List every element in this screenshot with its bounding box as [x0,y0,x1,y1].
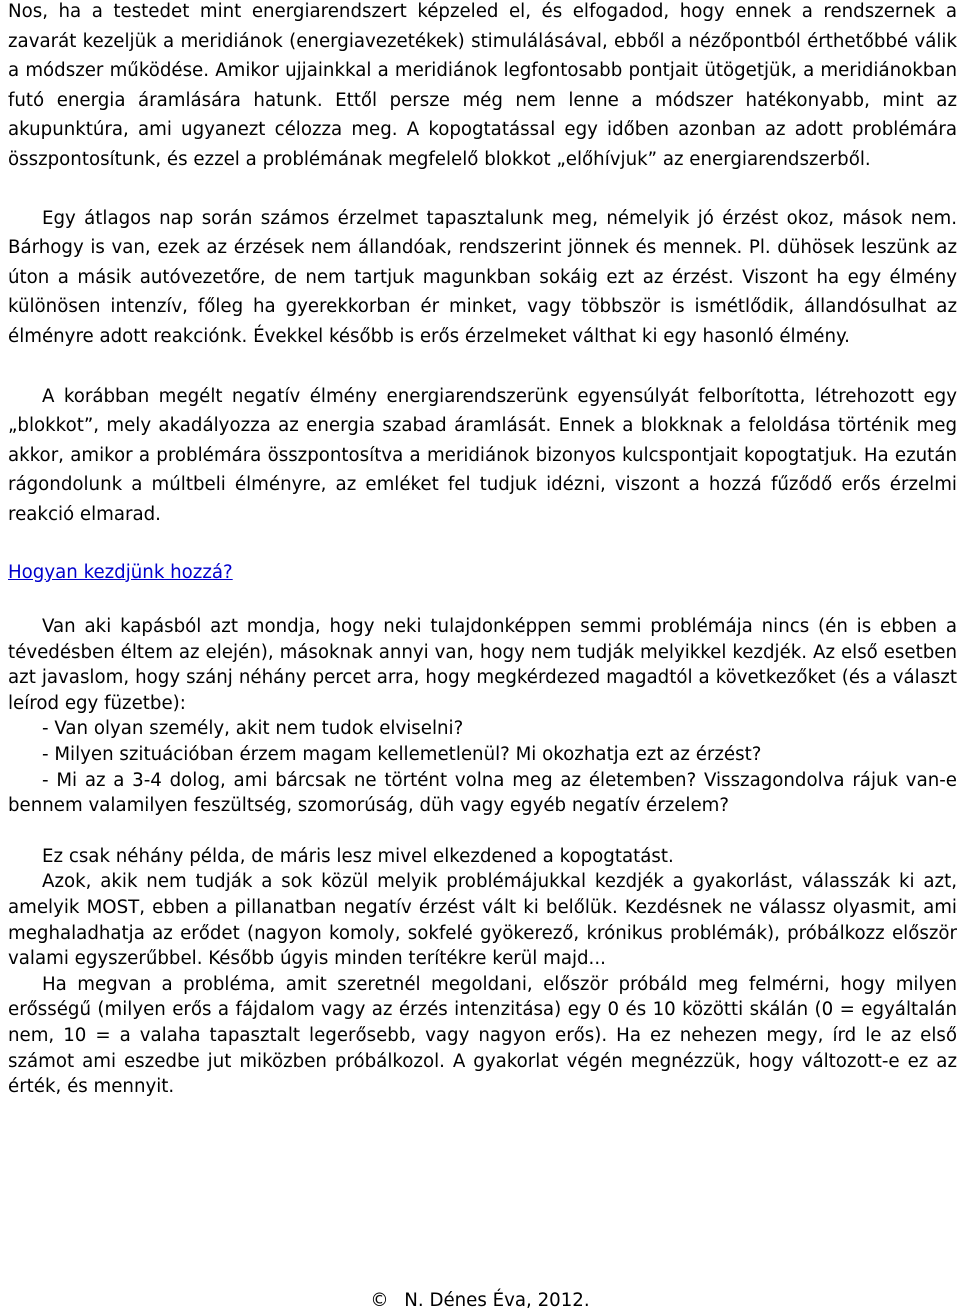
document-page [8,0,957,1100]
paragraph-blockage: A korábban megélt negatív élmény energiarendszerünk egyensúlyát felborította, létrehozott egy „blokkot”, mely akadályozza az energia szabad áramlását. Ennek a blokknak a feloldása történik meg akkor, amikor a problémára összpontosítva a meridiánok bizonyos kulcspontjait kopogtatjuk. Ha ezután rágondolunk a múltbeli élményre, az emléket fel tudjuk idézni, viszont a hozzá fűződő erős érzelmi reakció elmarad. [8,385,957,525]
question-item-3: - Mi az a 3-4 dolog, ami bárcsak ne történt volna meg az életemben? Visszagondolva rájuk van-e bennem valamilyen feszültség, szomorúság, düh vagy egyéb negatív érzelem? [8,769,957,817]
paragraph-energy-system: Nos, ha a testedet mint energiarendszert képzeled el, és elfogadod, hogy ennek a rendszernek a zavarát kezeljük a meridiánok (energiavezetékek) stimulálásával, ebből a nézőpontból érthetőbbé válik a módszer működése. Amikor ujjainkkal a meridiánok legfontosabb pontjait ütögetjük, a meridiánokban futó energia áramlására hatunk. Ettől persze még nem lenne a módszer hatékonyabb, mint az akupunktúra, ami ugyanezt célozza meg. A kopogtatással egy időben azonban az adott problémára összpontosítunk, és ezzel a problémának megfelelő blokkot „előhívjuk” az energiarendszerből. [8,1,957,170]
question-item-1: - Van olyan személy, akit nem tudok elviselni? [42,718,464,740]
paragraph-choose-problem: Azok, akik nem tudják a sok közül melyik problémájukkal kezdjék a gyakorlást, válasszák ki azt, amelyik MOST, ebben a pillanatban negatív érzést vált ki belőlük. Kezdésnek ne válassz olyasmit, ami meghaladhatja az erődet (nagyon komoly, sokfelé gyökerező, krónikus problémák), próbálkozz először valami egyszerűbbel. Később úgyis minden terítékre kerül majd... [8,871,957,970]
copyright-footer [0,1288,960,1314]
copyright-text: N. Dénes Éva, 2012. [404,1290,590,1311]
heading-how-to-start[interactable]: Hogyan kezdjünk hozzá? [8,561,233,583]
section-getting-started [8,614,957,1100]
question-item-2: - Milyen szituációban érzem magam kellemetlenül? Mi okozhatja ezt az érzést? [42,744,762,766]
paragraph-no-problem: Van aki kapásból azt mondja, hogy neki tulajdonképpen semmi problémája nincs (én is ebben a tévedésben éltem az elején), másoknak annyi van, hogy nem tudják melyikkel kezdjék. Az első esetben azt javaslom, hogy szánj néhány percet arra, hogy megkérdezed magadtól a következőket (és a választ leírod egy füzetbe): [8,616,957,714]
copyright-icon: © [370,1290,389,1311]
paragraph-emotions: Egy átlagos nap során számos érzelmet tapasztalunk meg, némelyik jó érzést okoz, mások nem. Bárhogy is van, ezek az érzések nem állandóak, rendszerint jönnek és mennek. Pl. dühösek leszünk az úton a másik autóvezetőre, de nem tartjuk magunkban sokáig ezt az érzést. Viszont ha egy élmény különösen intenzív, főleg ha gyerekkorban ér minket, vagy többször is ismétlődik, állandósulhat az élményre adott reakciónk. Évekkel később is erős érzelmeket válthat ki egy hasonló élmény. [8,207,957,347]
paragraph-intensity-scale: Ha megvan a probléma, amit szeretnél megoldani, először próbáld meg felmérni, hogy milyen erősségű (milyen erős a fájdalom vagy az érzés intenzitása) egy 0 és 10 közötti skálán (0 = egyáltalán nem, 10 = a valaha tapasztalt legerősebb, vagy nagyon erős). Ha ez nehezen megy, írd le az első számot ami eszedbe jut miközben próbálkozol. A gyakorlat végén megnézzük, hogy változott-e ez az érték, és mennyit. [8,973,957,1098]
paragraph-examples: Ez csak néhány példa, de máris lesz mivel elkezdened a kopogtatást. [42,845,674,867]
